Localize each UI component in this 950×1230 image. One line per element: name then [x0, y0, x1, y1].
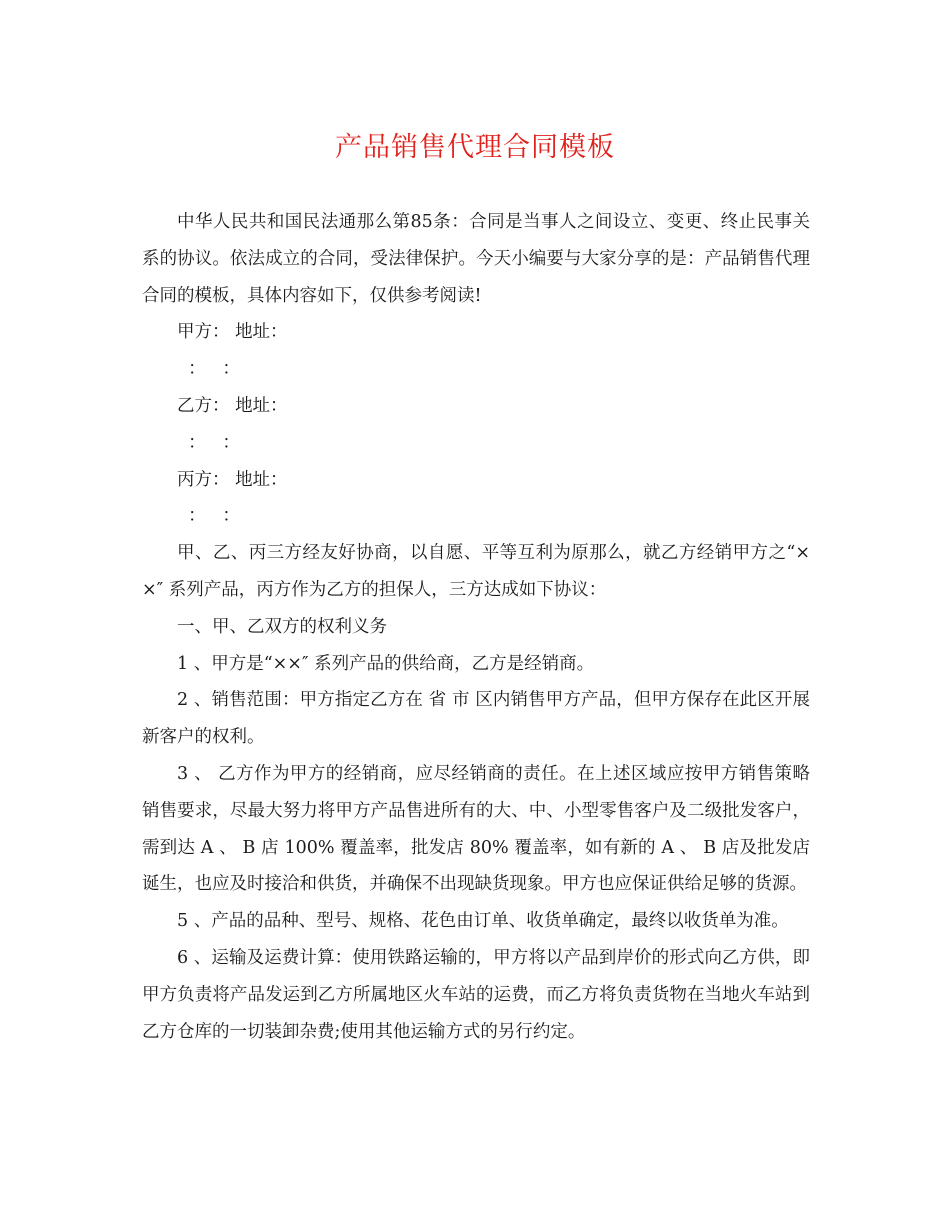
- clause-1: 1 、甲方是“××″ 系列产品的供给商，乙方是经销商。: [177, 653, 595, 674]
- document-title: 产品销售代理合同模板: [335, 132, 615, 163]
- paragraph-party-a: 甲方： 地址：: [177, 322, 288, 343]
- clause-5: 5 、产品的品种、型号、规格、花色由订单、收货单确定，最终以收货单为准。: [177, 911, 789, 932]
- paragraph-party-a-contact: ： ：: [177, 359, 240, 380]
- clause-6: 6 、运输及运费计算：使用铁路运输的，甲方将以产品到岸价的形式向乙方供，即甲方负责将产品发运到乙方所属地区火车站的运费，而乙方将负责货物在当地火车站到乙方仓库的一切装卸杂费;使用其他运输方式的另行约定。: [142, 947, 810, 1042]
- clause-2: 2 、销售范围：甲方指定乙方在 省 市 区内销售甲方产品，但甲方保存在此区开展新客户的权利。: [142, 690, 810, 748]
- paragraph-party-b: 乙方： 地址：: [177, 395, 288, 416]
- document-body: [142, 204, 810, 1050]
- paragraph-intro: 中华人民共和国民法通那么第85条：合同是当事人之间设立、变更、终止民事关系的协议。依法成立的合同，受法律保护。今天小编要与大家分享的是：产品销售代理合同的模板，具体内容如下，仅供参考阅读!: [142, 212, 810, 306]
- paragraph-agreement: 甲、乙、丙三方经友好协商，以自愿、平等互利为原那么，就乙方经销甲方之“××″ 系列产品，丙方作为乙方的担保人，三方达成如下协议：: [142, 543, 810, 600]
- section-heading-rights: 一、甲、乙双方的权利义务: [177, 616, 387, 637]
- clause-3: 3 、 乙方作为甲方的经销商，应尽经销商的责任。在上述区域应按甲方销售策略销售要求，尽最大努力将甲方产品售进所有的大、中、小型零售客户及二级批发客户，需到达 A 、 B 店 100% 覆盖率，批发店 80% 覆盖率，如有新的 A 、 B 店及批发店诞生，也应及时接洽和供货，并确保不出现缺货现象。甲方也应保证供给足够的货源。: [142, 763, 810, 895]
- paragraph-party-c: 丙方： 地址：: [177, 469, 288, 490]
- paragraph-party-c-contact: ： ：: [177, 506, 240, 527]
- paragraph-party-b-contact: ： ：: [177, 432, 240, 453]
